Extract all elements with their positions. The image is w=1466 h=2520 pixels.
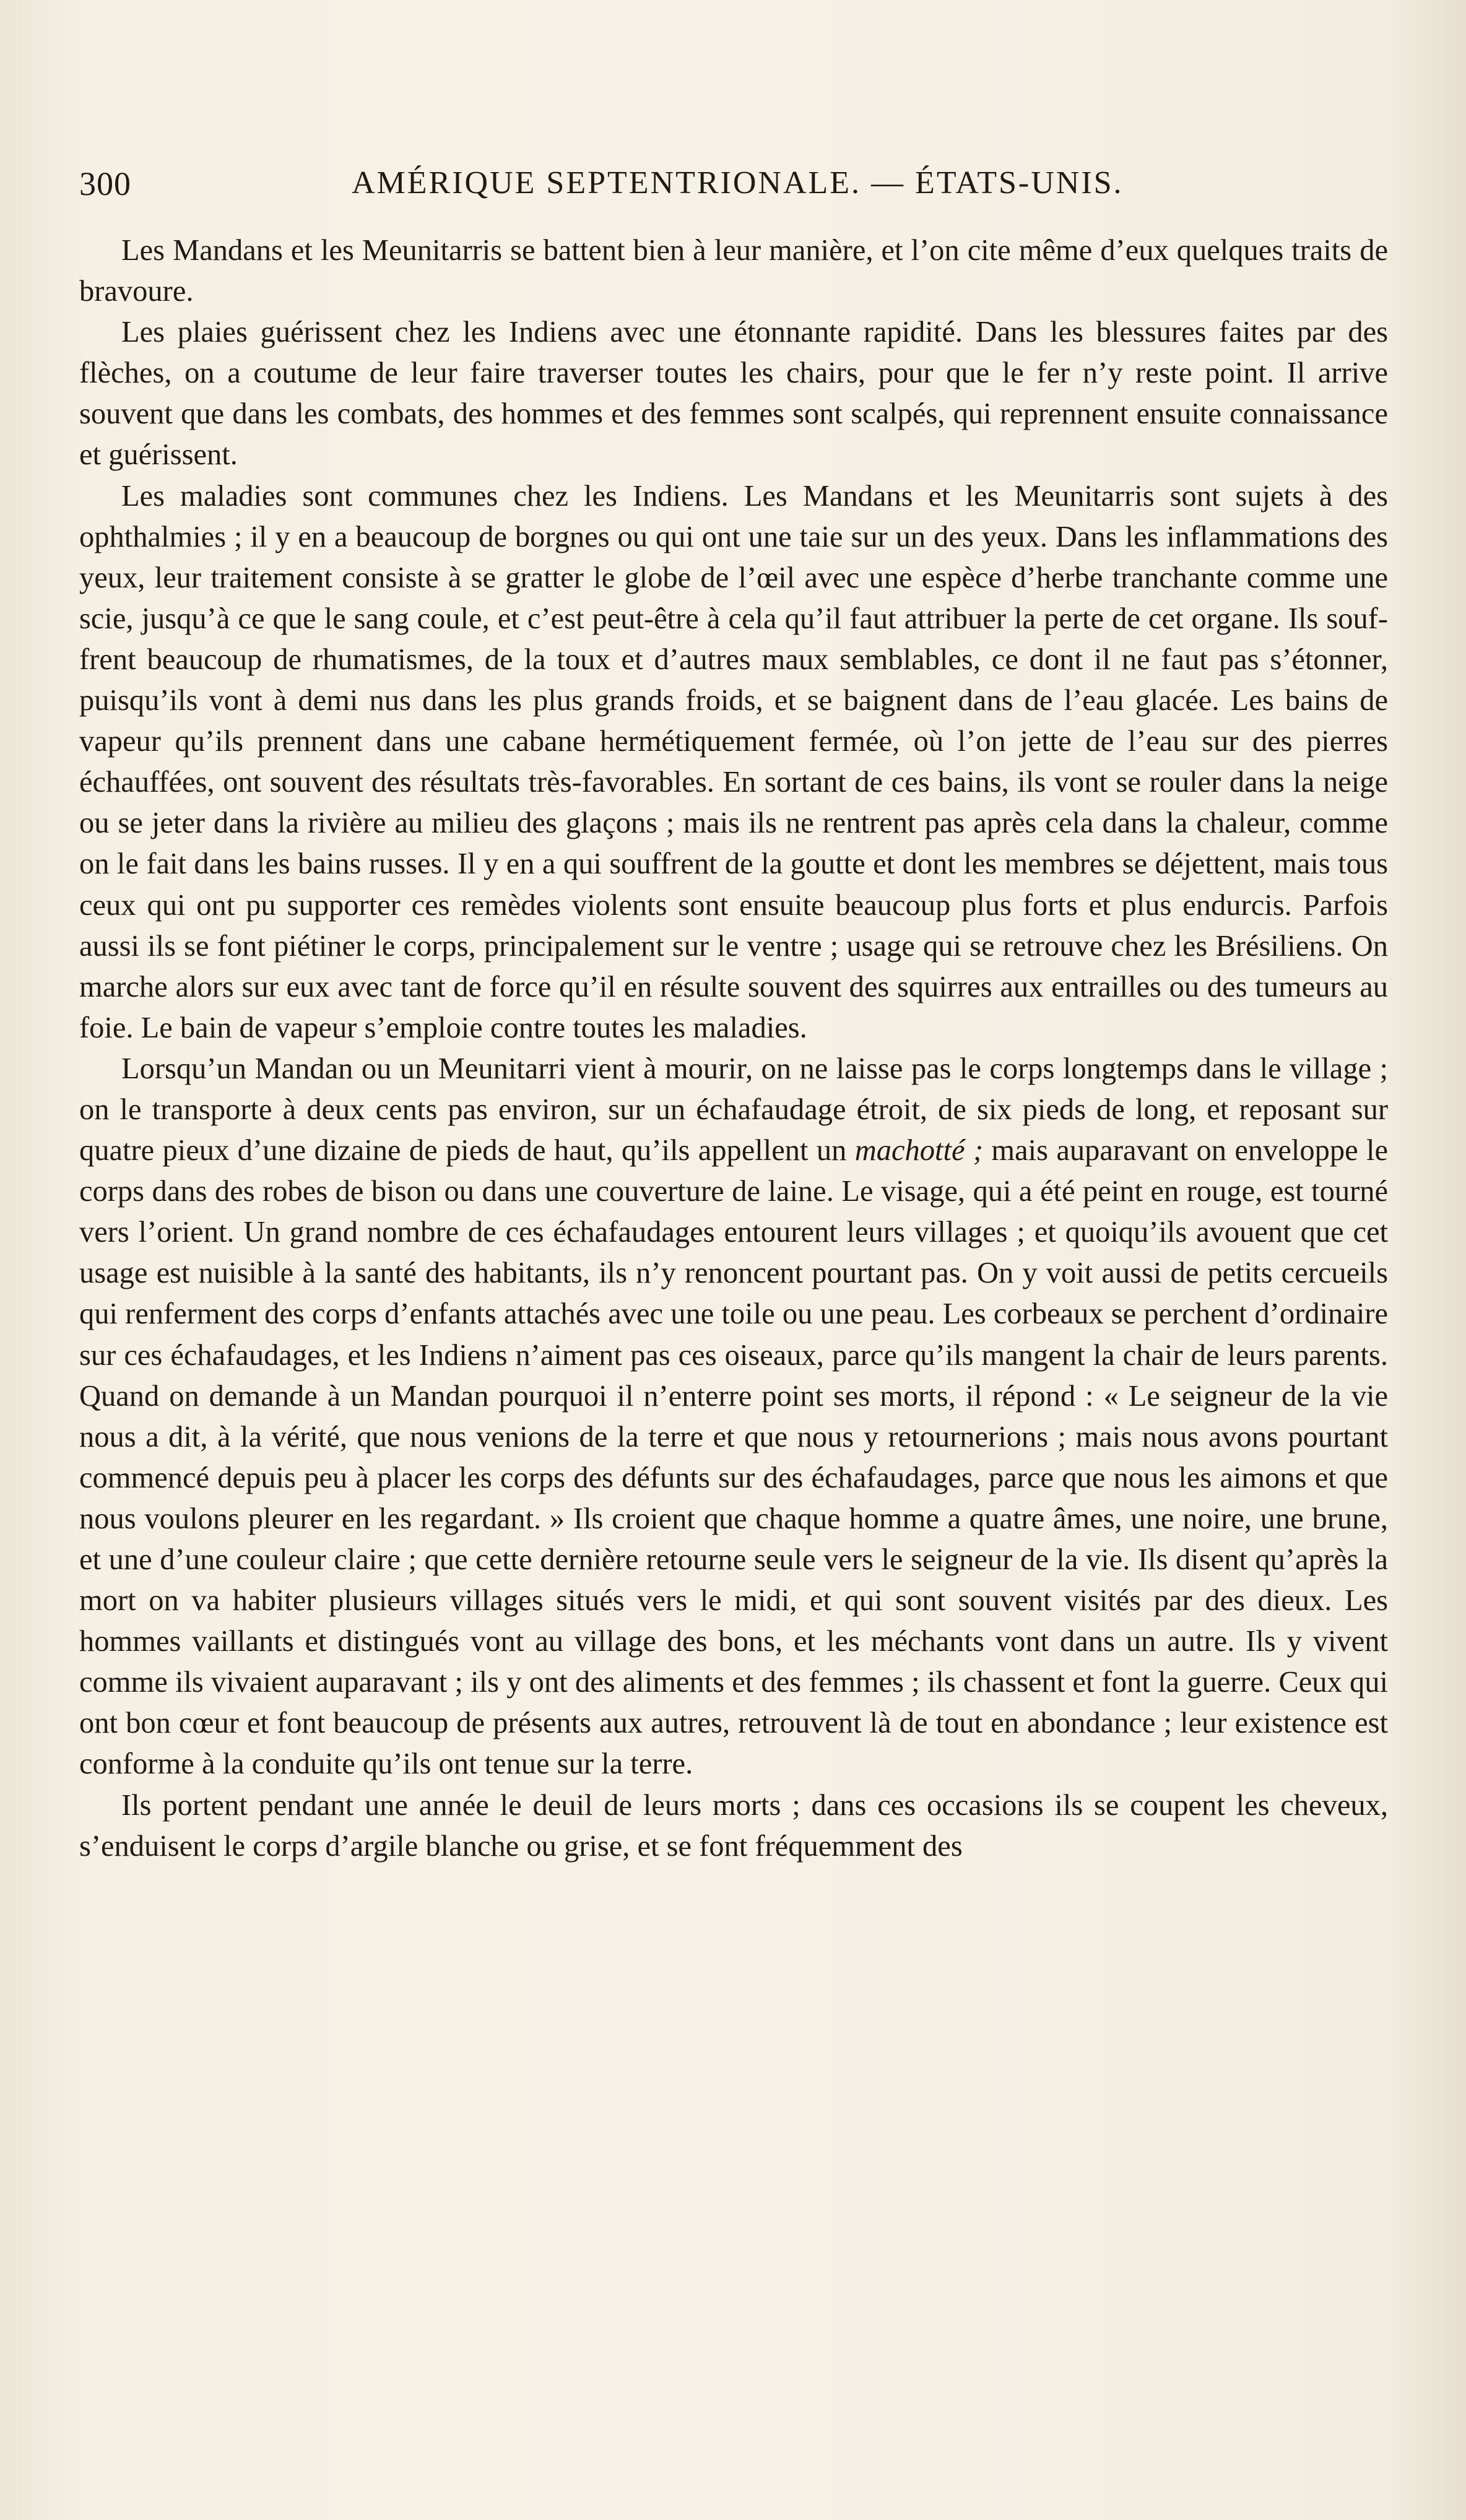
paragraph-1: Les Mandans et les Meunitarris se battent bien à leur manière, et l’on cite même d’eux quelques traits de bravoure. xyxy=(79,234,1388,308)
paragraph-3: Les maladies sont communes chez les Indiens. Les Mandans et les Meunitarris sont sujets à des ophthalmies ; il y en a beaucoup de borgnes ou qui ont une taie sur un des yeux. Dans les inflammations des yeux, leur traitement consiste à se gratter le globe de l’œil avec une espèce d’herbe tranchante comme une scie, jusqu’à ce que le sang coule, et c’est peut-être à cela qu’il faut attribuer la perte de cet organe. Ils souffrent beaucoup de rhumatismes, de la toux et d’autres maux semblables, ce dont il ne faut pas s’étonner, puisqu’ils vont à demi nus dans les plus grands froids, et se baignent dans de l’eau glacée. Les bains de vapeur qu’ils prennent dans une cabane hermétiquement fermée, où l’on jette de l’eau sur des pierres échauffées, ont souvent des résultats très-favorables. En sortant de ces bains, ils vont se rouler dans la neige ou se jeter dans la rivière au milieu des glaçons ; mais ils ne rentrent pas après cela dans la chaleur, comme on le fait dans les bains russes. Il y en a qui souffrent de la goutte et dont les membres se déjettent, mais tous ceux qui ont pu supporter ces remèdes violents sont ensuite beaucoup plus forts et plus endurcis. Parfois aussi ils se font piétiner le corps, principalement sur le ventre ; usage qui se retrouve chez les Brésiliens. On marche alors sur eux avec tant de force qu’il en résulte souvent des squirres aux entrailles ou des tumeurs au foie. Le bain de vapeur s’emploie contre toutes les maladies. xyxy=(79,479,1388,1044)
italic-term-machotte: machotté ; xyxy=(854,1134,984,1167)
page-number: 300 xyxy=(79,165,131,202)
paragraph-4 xyxy=(79,1049,1388,1785)
page-header xyxy=(79,165,1392,208)
paragraph-2: Les plaies guérissent chez les Indiens avec une étonnante rapidité. Dans les blessures faites par des flèches, on a coutume de leur faire traverser toutes les chairs, pour que le fer n’y reste point. Il arrive souvent que dans les combats, des hommes et des femmes sont scalpés, qui reprennent ensuite connaissance et guérissent. xyxy=(79,316,1388,472)
paragraph-4-text-b: mais auparavant on enveloppe le corps dans des robes de bison ou dans une couverture de laine. Le visage, qui a été peint en rouge, est tourné vers l’orient. Un grand nombre de ces échafaudages entourent leurs villages ; et quoiqu’ils avouent que cet usage est nuisible à la santé des habitants, ils n’y renoncent pourtant pas. On y voit aussi de petits cercueils qui renferment des corps d’enfants attachés avec une toile ou une peau. Les corbeaux se perchent d’ordinaire sur ces échafaudages, et les Indiens n’aiment pas ces oiseaux, parce qu’ils mangent la chair de leurs parents. Quand on demande à un Mandan pourquoi il n’enterre point ses morts, il répond : « Le seigneur de la vie nous a dit, à la vérité, que nous venions de la terre et que nous y retournerions ; mais nous avons pourtant commencé depuis peu à placer les corps des défunts sur des échafaudages, parce que nous les aimons et que nous voulons pleurer en les regardant. » Ils croient que chaque homme a quatre âmes, une noire, une brune, et une d’une couleur claire ; que cette dernière retourne seule vers le seigneur de la vie. Ils disent qu’après la mort on va habiter plusieurs villages situés vers le midi, et qui sont souvent visités par des dieux. Les hommes vaillants et distingués vont au village des bons, et les méchants vont dans un autre. Ils y vivent comme ils vivaient auparavant ; ils y ont des aliments et des femmes ; ils chassent et font la guerre. Ceux qui ont bon cœur et font beaucoup de présents aux autres, retrouvent là de tout en abondance ; leur existence est conforme à la conduite qu’ils ont tenue sur la terre. xyxy=(79,1134,1388,1781)
paragraph-4-text-a: Lorsqu’un Mandan ou un Meunitarri vient à mourir, on ne laisse pas le corps longtemps dans le village ; on le transporte à deux cents pas environ, sur un échafaudage étroit, de six pieds de long, et reposant sur quatre pieux d’une dizaine de pieds de haut, qu’ils appellent un xyxy=(79,1052,1388,1167)
body-text xyxy=(79,230,1388,1867)
running-title: AMÉRIQUE SEPTENTRIONALE. — ÉTATS-UNIS. xyxy=(352,165,1124,201)
paragraph-5: Ils portent pendant une année le deuil de leurs morts ; dans ces occasions ils se coupent les cheveux, s’enduisent le corps d’argile blanche ou grise, et se font fréquemment des xyxy=(79,1788,1388,1863)
